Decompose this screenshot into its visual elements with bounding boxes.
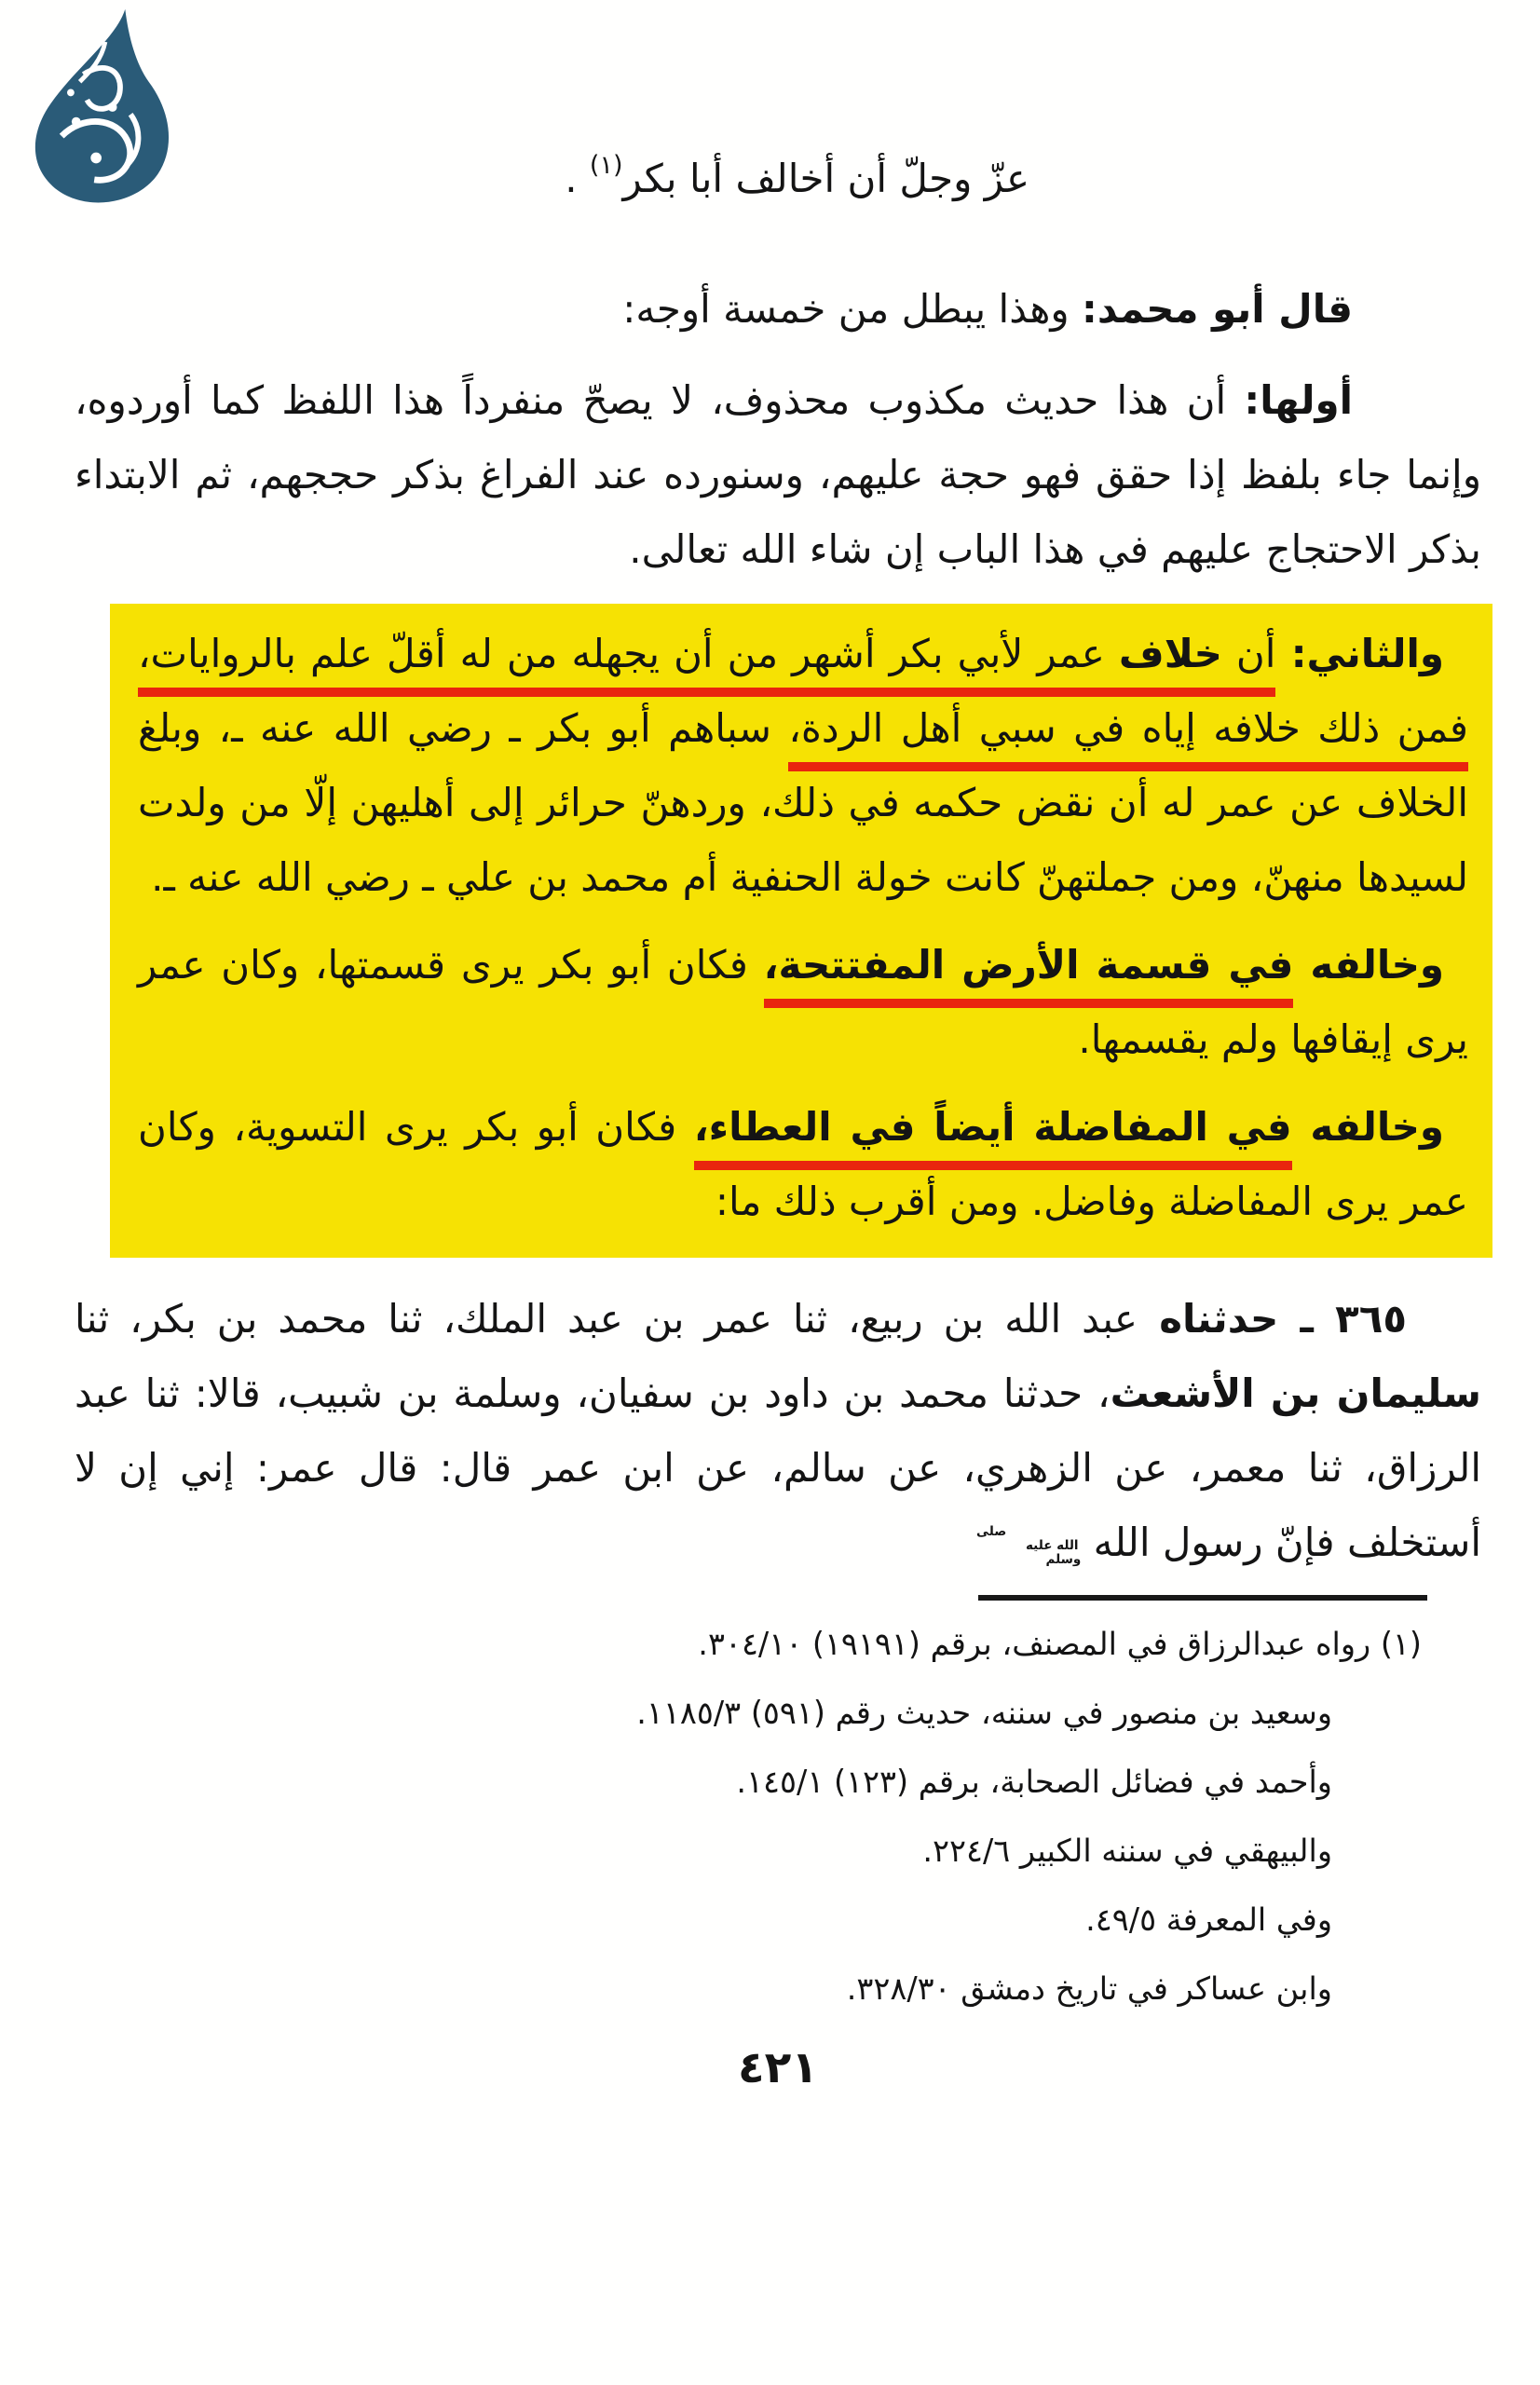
stipend-paragraph <box>138 1090 1468 1239</box>
footnote-3 <box>75 1748 1332 1817</box>
second-reason-paragraph <box>138 617 1468 915</box>
underline1-pre: أن <box>1221 631 1276 676</box>
author-heading <box>75 272 1481 347</box>
second-reason-tail: سباهم أبو بكر ـ رضي الله عنه ـ، وبلغ الخلاف عن عمر له أن نقض حكمه في ذلك، وردهنّ حرائر إلى أهليهن إلّا من ولدت لسيدها منهنّ، ومن جملتهنّ كانت خولة الحنفية أم محمد بن علي ـ رضي الله عنه ـ. <box>138 705 1468 900</box>
footnote-5-text: وفي المعرفة ٤٩/٥. <box>1085 1901 1332 1938</box>
footnotes-block <box>75 1610 1422 2024</box>
footnote-3-text: وأحمد في فضائل الصحابة، برقم (١٢٣) ١٤٥/١. <box>736 1764 1332 1800</box>
carryover-text: عزّ وجلّ أن أخالف أبا بكر <box>622 156 1029 201</box>
highlighted-passage <box>110 604 1492 1258</box>
underlined-phrase-2: في قسمة الأرض المفتتحة، <box>764 942 1294 1008</box>
heading-bold: قال أبو محمد: <box>1082 286 1353 332</box>
footnote-6-text: وابن عساكر في تاريخ دمشق ٣٢٨/٣٠. <box>846 1970 1332 2007</box>
land-rest: فكان أبو بكر يرى قسمتها، وكان عمر يرى إيقافها ولم يقسمها. <box>138 942 1468 1062</box>
footnote-1 <box>75 1610 1422 1679</box>
hadith-365-paragraph <box>75 1282 1481 1580</box>
footnote-ref-1: (١) <box>589 151 623 180</box>
stipend-lead-bold: وخالفه <box>1291 1104 1444 1150</box>
hadith-chain-2: ، حدثنا محمد بن داود بن سفيان، وسلمة بن شبيب، قالا: ثنا عبد الرزاق، ثنا معمر، عن الزهري، عن سالم، عن ابن عمر قال: قال عمر: إني إن لا أستخلف فإنّ رسول الله <box>75 1370 1481 1565</box>
salawat-symbol: صلى الله عليه وسلم <box>976 1524 1082 1567</box>
page-number: ٤٢١ <box>737 2042 819 2093</box>
first-reason-label: أولها: <box>1244 377 1353 423</box>
hadith-chain-1: عبد الله بن ربيع، ثنا عمر بن عبد الملك، ثنا محمد بن بكر، ثنا <box>75 1296 1138 1342</box>
heading-rest: وهذا يبطل من خمسة أوجه: <box>622 286 1083 332</box>
first-reason-paragraph <box>75 363 1481 587</box>
footnote-2-text: وسعيد بن منصور في سننه، حديث رقم (٥٩١) ١١٨٥/٣. <box>636 1695 1332 1731</box>
footnote-6 <box>75 1955 1332 2024</box>
underline1-bold-word: خلاف <box>1118 631 1222 676</box>
footnote-4 <box>75 1817 1332 1886</box>
footnote-2 <box>75 1679 1332 1748</box>
footnote-5 <box>75 1886 1332 1955</box>
second-reason-label: والثاني: <box>1275 631 1444 676</box>
hadith-bold-name: سليمان بن الأشعث <box>1110 1370 1481 1416</box>
land-lead-bold: وخالفه <box>1293 942 1444 988</box>
land-division-paragraph <box>138 928 1468 1077</box>
underline1-rest: عمر لأبي بكر أشهر من أن يجهله من له أقلّ علم بالروايات، فمن ذلك خلافه إياه في سبي أهل الردة، <box>138 631 1468 751</box>
carryover-line <box>75 129 1029 216</box>
first-reason-text: أن هذا حديث مكذوب محذوف، لا يصحّ منفرداً هذا اللفظ كما أوردوه، وإنما جاء بلفظ إذا حقق فهو حجة عليهم، وسنورده عند الفراغ بذكر حججهم، ثم الابتداء بذكر الاحتجاج عليهم في هذا الباب إن شاء الله تعالى. <box>75 377 1481 572</box>
footnote-1-text: رواه عبدالرزاق في المصنف، برقم (١٩١٩١) ٣٠٤/١٠. <box>698 1626 1371 1662</box>
stipend-rest: فكان أبو بكر يرى التسوية، وكان عمر يرى المفاضلة وفاضل. ومن أقرب ذلك ما: <box>138 1104 1468 1224</box>
page-body <box>75 129 1481 2096</box>
underlined-phrase-3: في المفاضلة أيضاً في العطاء، <box>694 1104 1292 1170</box>
footnote-4-text: والبيهقي في سننه الكبير ٢٢٤/٦. <box>922 1833 1332 1869</box>
sentence-period: . <box>565 156 590 201</box>
hadith-number: ٣٦٥ ـ حدثناه <box>1137 1296 1407 1342</box>
footnote-separator <box>978 1595 1427 1601</box>
footnote-1-marker: (١) <box>1380 1626 1422 1662</box>
